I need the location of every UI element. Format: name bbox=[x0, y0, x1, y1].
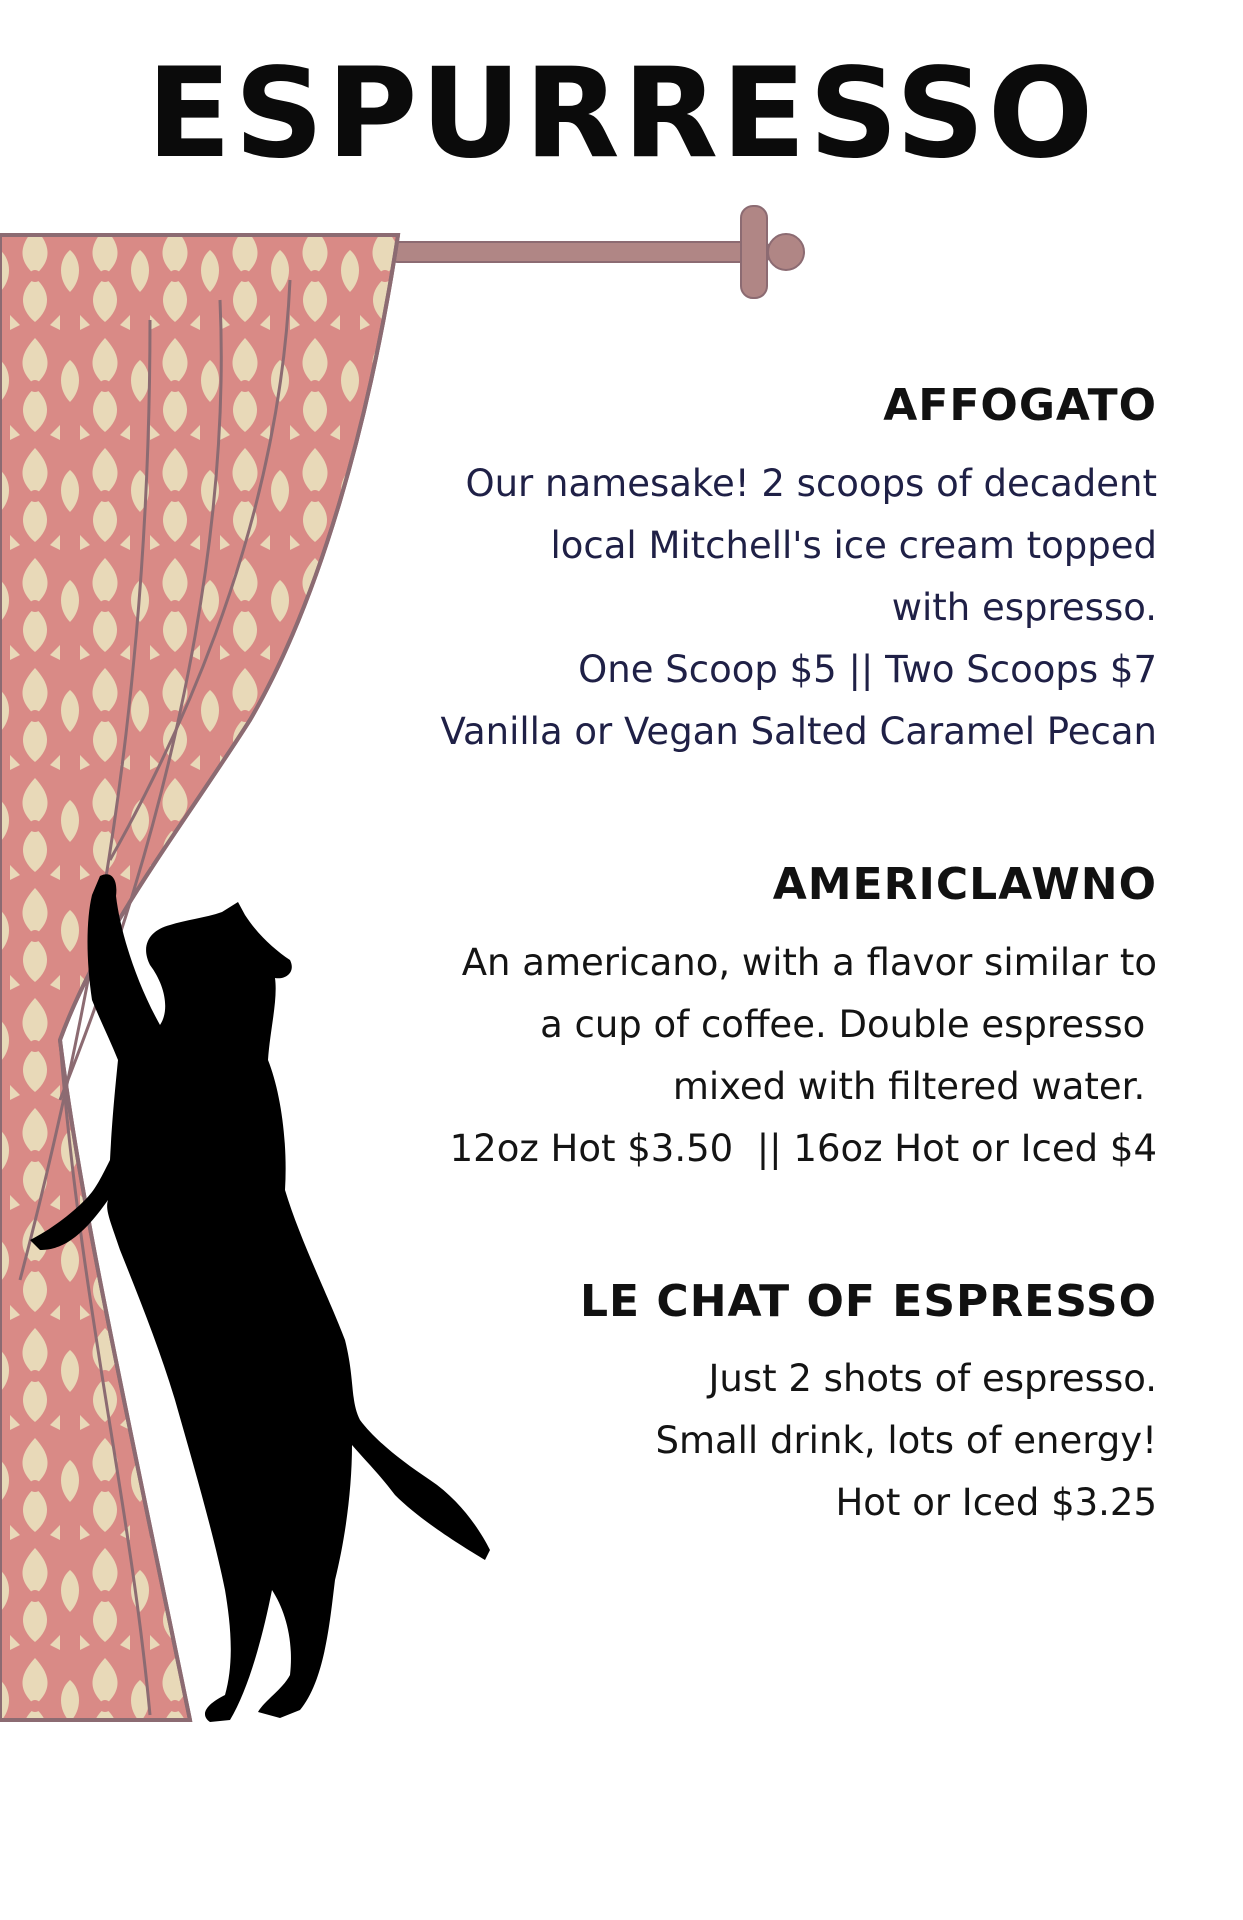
item-description-line: Our namesake! 2 scoops of decadent bbox=[465, 461, 1157, 505]
item-name: AFFOGATO bbox=[883, 380, 1157, 431]
item-description-line: An americano, with a flavor similar to bbox=[461, 940, 1157, 984]
item-description-line: a cup of coffee. Double espresso bbox=[540, 1002, 1157, 1046]
page-title: ESPURRESSO bbox=[146, 42, 1097, 186]
item-description-line: Small drink, lots of energy! bbox=[655, 1419, 1157, 1463]
item-description-line: with espresso. bbox=[891, 585, 1157, 629]
item-name: AMERICLAWNO bbox=[772, 858, 1157, 910]
item-name: LE CHAT OF ESPRESSO bbox=[579, 1275, 1157, 1327]
item-price-line: One Scoop $5 || Two Scoops $7 bbox=[578, 647, 1157, 691]
item-price-line: Hot or Iced $3.25 bbox=[835, 1481, 1157, 1525]
item-price-line: 12oz Hot $3.50 || 16oz Hot or Iced $4 bbox=[449, 1126, 1157, 1170]
menu-item-le-chat-of-espresso bbox=[337, 1276, 1157, 1535]
item-description-line: Just 2 shots of espresso. bbox=[708, 1357, 1157, 1401]
item-description-line: local Mitchell's ice cream topped bbox=[550, 523, 1157, 567]
item-flavor-line: Vanilla or Vegan Salted Caramel Pecan bbox=[440, 709, 1157, 753]
curtain-rod bbox=[390, 206, 804, 298]
menu-item-affogato bbox=[337, 380, 1157, 763]
menu-list bbox=[337, 380, 1157, 1630]
item-description-line: mixed with filtered water. bbox=[672, 1064, 1157, 1108]
menu-item-americlawno bbox=[337, 859, 1157, 1180]
